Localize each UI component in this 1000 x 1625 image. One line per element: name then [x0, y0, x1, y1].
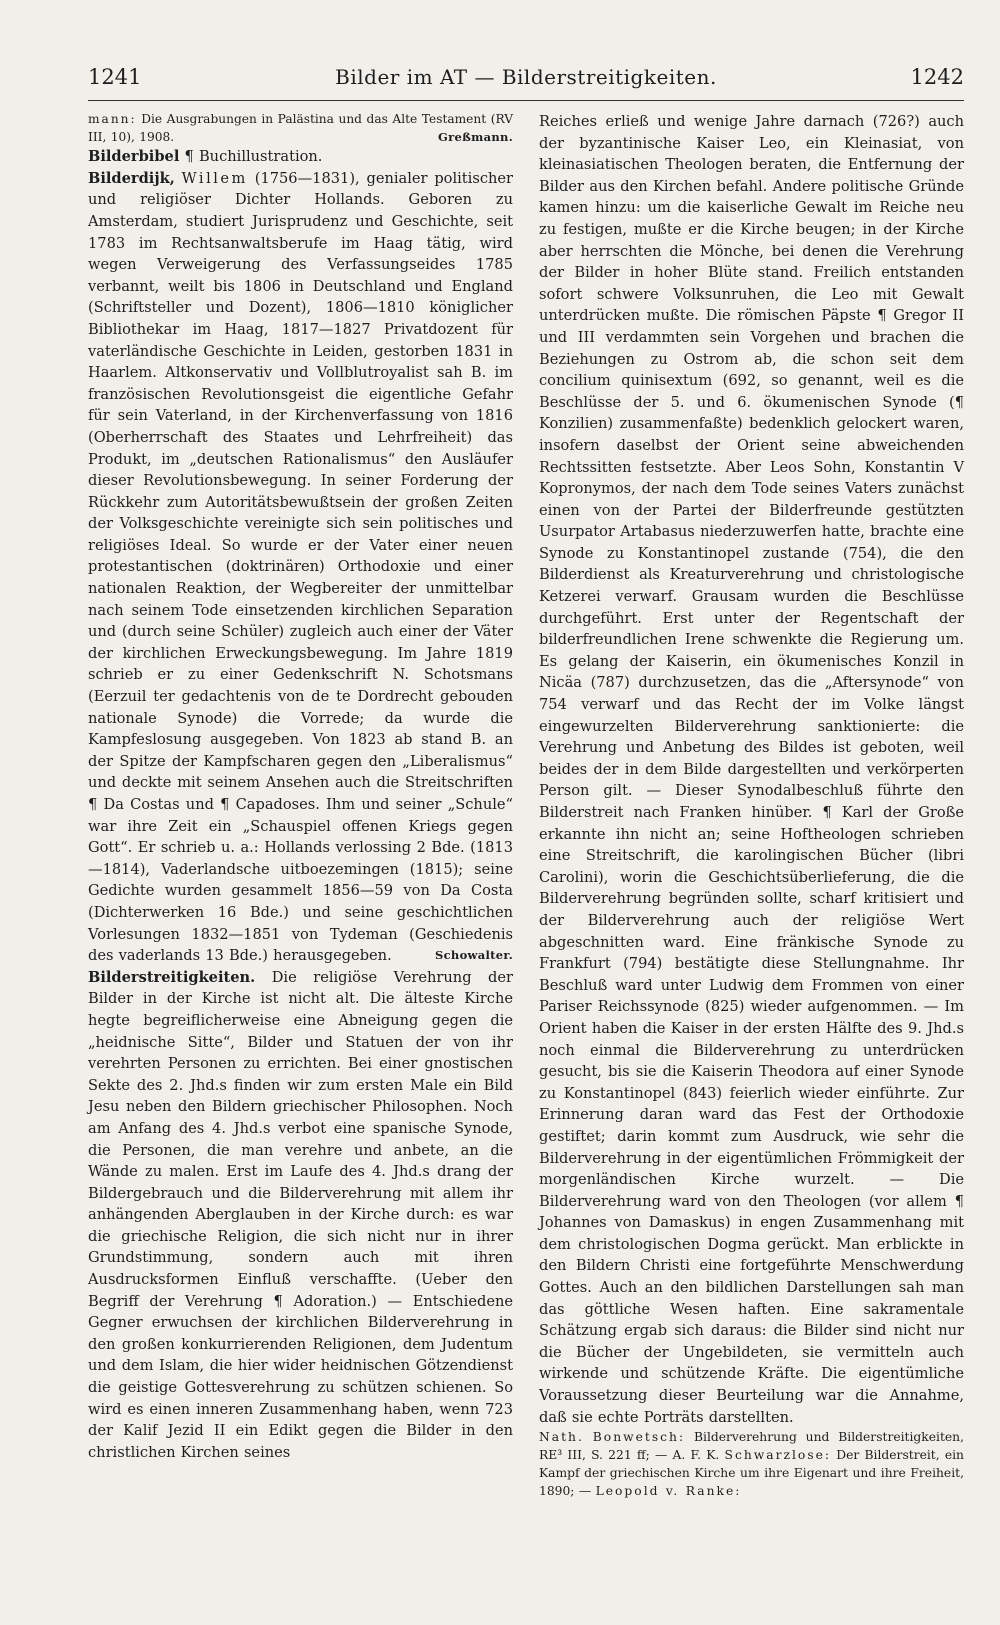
page-number-right: 1242	[910, 65, 964, 89]
left-column	[88, 111, 513, 1500]
signature-schowalter: Schowalter.	[435, 948, 513, 963]
entry-bilderbibel: Bilderbibel ¶ Buchillustration.	[88, 148, 323, 166]
running-title: Bilder im AT — Bilderstreitigkeiten.	[335, 65, 717, 89]
literature-gressmann: mann: Die Ausgrabungen in Palästina und das Alte Testament (RV III, 10), 1908. Greßmann.	[88, 111, 513, 146]
entry-bilderstreitigkeiten-continued: Reiches erließ und wenige Jahre darnach (726?) auch der byzantinische Kaiser Leo, ein Kleinasiat, von kleinasiatischen Theologen beraten, die Entfernung der Bilder aus den Kirchen befahl. Andere politische Gründe kamen hinzu: um die kaiserliche Gewalt im Reiche neu zu festigen, mußte er die Kirche beugen; in der Kirche aber herrschten die Mönche, bei denen die Verehrung der Bilder in hoher Blüte stand. Freilich entstanden sofort schwere Volksunruhen, die Leo mit Gewalt unterdrücken mußte. Die römischen Päpste ¶ Gregor II und III verdammten sein Vorgehen und brachen die Beziehungen zu Ostrom ab, die schon seit dem concilium quinisextum (692, so genannt, weil es die Beschlüsse der 5. und 6. ökumenischen Synode (¶ Konzilien) zusammenfaßte) bedenklich gelockert waren, insofern daselbst der Orient seine abweichenden Rechtssitten festsetzte. Aber Leos Sohn, Konstantin V Kopronymos, der nach dem Tode seines Vaters zunächst einen von der Partei der Bilderfreunde gestützten Usurpator Artabasus niederzuwerfen hatte, brachte eine Synode zu Konstantinopel zustande (754), die den Bilderdienst als Kreaturverehrung und christologische Ketzerei verwarf. Grausam wurden die Beschlüsse durchgeführt. Erst unter der Regentschaft der bilderfreundlichen Irene schwenkte die Regierung um. Es gelang der Kaiserin, ein ökumenisches Konzil in Nicäa (787) durchzusetzen, das die „Aftersynode“ von 754 verwarf und das Recht der im Volke längst eingewurzelten Bilderverehrung sanktionierte: die Verehrung und Anbetung des Bildes ist geboten, weil beides der in dem Bilde dargestellten und verkörperten Person gilt. — Dieser Synodalbeschluß führte den Bilderstreit nach Franken hinüber. ¶ Karl der Große erkannte ihn nicht an; seine Hoftheologen schrieben eine Streitschrift, die karolingischen Bücher (libri Carolini), worin die Geschichtsüberlieferung, die die Bilderverehrung begründen sollte, scharf kritisiert und der Bilderverehrung auch der religiöse Wert abgeschnitten ward. Eine fränkische Synode zu Frankfurt (794) bestätigte diese Stellungnahme. Ihr Beschluß ward unter Ludwig dem Frommen von einer Pariser Reichssynode (825) wieder aufgenommen. — Im Orient haben die Kaiser in der ersten Hälfte des 9. Jhd.s noch einmal die Bilderverehrung zu unterdrücken gesucht, bis sie die Kaiserin Theodora auf einer Synode zu Konstantinopel (843) feierlich wieder einführte. Zur Erinnerung daran ward das Fest der Orthodoxie gestiftet; darin kommt zum Ausdruck, wie sehr die Bilderverehrung in der eigentümlichen Frömmigkeit der morgenländischen Kirche wurzelt. — Die Bilderverehrung ward von den Theologen (vor allem ¶ Johannes von Damaskus) in engen Zusammenhang mit dem christologischen Dogma gerückt. Man erblickte in den Bildern Christi eine fortgeführte Menschwerdung Gottes. Auch an den bildlichen Darstellungen sah man das göttliche Wesen haften. Eine sakramentale Schätzung ergab sich daraus: die Bilder sind nicht nur die Bücher der Ungebildeten, sie vermitteln auch wirkende und schützende Kräfte. Die eigentümliche Voraussetzung dieser Beurteilung war die Annahme, daß sie echte Porträts darstellten.	[539, 113, 965, 1426]
right-column	[539, 111, 964, 1500]
page-number-left: 1241	[88, 65, 142, 89]
entry-heading: Bilderbibel	[88, 148, 180, 166]
columns	[88, 111, 964, 1500]
entry-bilderdijk: Bilderdijk, Willem (1756—1831), genialer politischer und religiöser Dichter Hollands. Geboren zu Amsterdam, studiert Jurisprudenz und Geschichte, seit 1783 im Rechtsanwaltsberufe im Haag tätig, wird wegen Verweigerung des Verfassungseides 1785 verbannt, weilt bis 1806 in Deutschland und England (Schriftsteller und Dozent), 1806—1810 königlicher Bibliothekar im Haag, 1817—1827 Privatdozent für vaterländische Geschichte in Leiden, gestorben 1831 in Haarlem. Altkonservativ und Vollblutroyalist sah B. im französischen Revolutionsgeist die eigentliche Gefahr für sein Vaterland, in der Kirchenverfassung von 1816 (Oberherrschaft des Staates und Lehrfreiheit) das Produkt, im „deutschen Rationalismus“ den Ausläufer dieser Revolutionsbewegung. In seiner Forderung der Rückkehr zum Autoritätsbewußtsein der großen Zeiten der Volksgeschichte vereinigte sich sein politisches und religiöses Ideal. So wurde er der Vater einer neuen protestantischen (doktrinären) Orthodoxie und einer nationalen Reaktion, der Wegbereiter der unmittelbar nach seinem Tode einsetzenden kirchlichen Separation und (durch seine Schüler) zugleich auch einer der Väter der kirchlichen Erweckungsbewegung. Im Jahre 1819 schrieb er zu einer Gedenkschrift N. Schotsmans (Eerzuil ter gedachtenis von de te Dordrecht gebouden nationale Synode) die Vorrede; da wurde die Kampfeslosung ausgegeben. Von 1823 ab stand B. an der Spitze der Kampfscharen gegen den „Liberalismus“ und deckte mit seinem Ansehen auch die Streitschriften ¶ Da Costas und ¶ Capadoses. Ihm und seiner „Schule“ war ihre Zeit ein „Schauspiel offenen Kriegs gegen Gott“. Er schrieb u. a.: Hollands verlossing 2 Bde. (1813 —1814), Vaderlandsche uitboezemingen (1815); seine Gedichte wurden gesammelt 1856—59 von Da Costa (Dichterwerken 16 Bde.) und seine geschichtlichen Vorlesungen 1832—1851 von Tydeman (Geschiedenis des vaderlands 13 Bde.) herausgegeben. Schowalter.	[88, 168, 513, 967]
entry-heading: Bilderstreitigkeiten.	[88, 968, 256, 986]
entry-heading: Bilderdijk,	[88, 169, 175, 187]
signature-gressmann: Greßmann.	[438, 129, 513, 144]
literature-bilderstreitigkeiten: Nath. Bonwetsch: Bilderverehrung und Bilderstreitigkeiten, RE³ III, S. 221 ff; — A. F. K. Schwarzlose: Der Bilderstreit, ein Kampf der griechischen Kirche um ihre Eigenart und ihre Freiheit, 1890; — Leopold v. Ranke:	[539, 1430, 964, 1499]
entry-bilderstreitigkeiten: Bilderstreitigkeiten. Die religiöse Verehrung der Bilder in der Kirche ist nicht alt. Die älteste Kirche hegte begreiflicherweise eine Abneigung gegen die „heidnische Sitte“, Bilder und Statuen der von ihr verehrten Personen zu errichten. Bei einer gnostischen Sekte des 2. Jhd.s finden wir zum ersten Male ein Bild Jesu neben den Bildern griechischer Philosophen. Noch am Anfang des 4. Jhd.s verbot eine spanische Synode, die Personen, die man verehre und anbete, an die Wände zu malen. Erst im Laufe des 4. Jhd.s drang der Bildergebrauch und die Bilderverehrung mit allem ihr anhängenden Aberglauben in der Kirche durch: es war die griechische Religion, die sich nicht nur in ihrer Grundstimmung, sondern auch mit ihren Ausdrucksformen Einfluß verschaffte. (Ueber den Begriff der Verehrung ¶ Adoration.) — Entschiedene Gegner erwuchsen der kirchlichen Bilderverehrung in den großen konkurrierenden Religionen, dem Judentum und dem Islam, die hier wider heidnischen Götzendienst die geistige Gottesverehrung zu schützen schienen. So wird es einen inneren Zusammenhang haben, wenn 723 der Kalif Jezid II ein Edikt gegen die Bilder in den christlichen Kirchen seines	[88, 968, 513, 1461]
entry-person-name: Willem	[181, 169, 248, 187]
running-header	[88, 62, 964, 101]
